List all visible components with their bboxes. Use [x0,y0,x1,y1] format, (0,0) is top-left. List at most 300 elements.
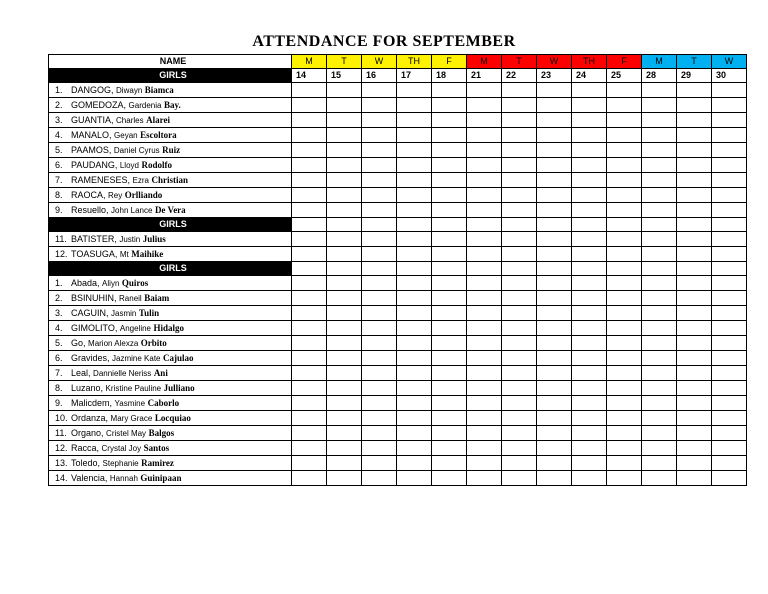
attendance-cell[interactable] [712,98,747,113]
attendance-cell[interactable] [642,143,677,158]
attendance-cell[interactable] [537,276,572,291]
attendance-cell[interactable] [572,218,607,232]
attendance-cell[interactable] [572,441,607,456]
attendance-cell[interactable] [362,426,397,441]
attendance-cell[interactable] [607,276,642,291]
attendance-cell[interactable] [502,321,537,336]
attendance-cell[interactable] [607,83,642,98]
attendance-cell[interactable] [607,98,642,113]
attendance-cell[interactable] [292,158,327,173]
attendance-cell[interactable] [397,426,432,441]
attendance-cell[interactable] [677,232,712,247]
attendance-cell[interactable] [432,366,467,381]
attendance-cell[interactable] [502,351,537,366]
attendance-cell[interactable] [712,128,747,143]
attendance-cell[interactable] [607,247,642,262]
attendance-cell[interactable] [572,381,607,396]
attendance-cell[interactable] [572,188,607,203]
attendance-cell[interactable] [642,471,677,486]
attendance-cell[interactable] [327,336,362,351]
attendance-cell[interactable] [432,351,467,366]
attendance-cell[interactable] [292,426,327,441]
attendance-cell[interactable] [572,411,607,426]
attendance-cell[interactable] [467,188,502,203]
attendance-cell[interactable] [292,471,327,486]
attendance-cell[interactable] [607,321,642,336]
attendance-cell[interactable] [677,158,712,173]
attendance-cell[interactable] [537,336,572,351]
attendance-cell[interactable] [537,247,572,262]
attendance-cell[interactable] [607,381,642,396]
attendance-cell[interactable] [292,143,327,158]
attendance-cell[interactable] [362,441,397,456]
attendance-cell[interactable] [572,128,607,143]
attendance-cell[interactable] [502,456,537,471]
attendance-cell[interactable] [572,336,607,351]
attendance-cell[interactable] [397,203,432,218]
attendance-cell[interactable] [467,262,502,276]
attendance-cell[interactable] [537,396,572,411]
attendance-cell[interactable] [712,321,747,336]
attendance-cell[interactable] [572,247,607,262]
attendance-cell[interactable] [467,203,502,218]
attendance-cell[interactable] [432,441,467,456]
attendance-cell[interactable] [467,113,502,128]
attendance-cell[interactable] [327,188,362,203]
attendance-cell[interactable] [467,306,502,321]
attendance-cell[interactable] [327,173,362,188]
attendance-cell[interactable] [397,396,432,411]
attendance-cell[interactable] [292,188,327,203]
attendance-cell[interactable] [397,306,432,321]
attendance-cell[interactable] [292,203,327,218]
attendance-cell[interactable] [397,128,432,143]
attendance-cell[interactable] [677,351,712,366]
attendance-cell[interactable] [572,276,607,291]
attendance-cell[interactable] [362,262,397,276]
attendance-cell[interactable] [677,83,712,98]
attendance-cell[interactable] [397,366,432,381]
attendance-cell[interactable] [537,173,572,188]
attendance-cell[interactable] [432,232,467,247]
attendance-cell[interactable] [502,306,537,321]
attendance-cell[interactable] [327,351,362,366]
attendance-cell[interactable] [607,366,642,381]
attendance-cell[interactable] [607,128,642,143]
attendance-cell[interactable] [467,366,502,381]
attendance-cell[interactable] [572,306,607,321]
attendance-cell[interactable] [572,98,607,113]
attendance-cell[interactable] [327,113,362,128]
attendance-cell[interactable] [397,98,432,113]
attendance-cell[interactable] [502,203,537,218]
attendance-cell[interactable] [327,471,362,486]
attendance-cell[interactable] [502,158,537,173]
attendance-cell[interactable] [537,366,572,381]
attendance-cell[interactable] [537,381,572,396]
attendance-cell[interactable] [607,306,642,321]
attendance-cell[interactable] [572,456,607,471]
attendance-cell[interactable] [642,366,677,381]
attendance-cell[interactable] [572,143,607,158]
attendance-cell[interactable] [642,306,677,321]
attendance-cell[interactable] [607,262,642,276]
attendance-cell[interactable] [292,128,327,143]
attendance-cell[interactable] [642,426,677,441]
attendance-cell[interactable] [642,262,677,276]
attendance-cell[interactable] [537,232,572,247]
attendance-cell[interactable] [397,143,432,158]
attendance-cell[interactable] [327,262,362,276]
attendance-cell[interactable] [712,426,747,441]
attendance-cell[interactable] [572,321,607,336]
attendance-cell[interactable] [467,232,502,247]
attendance-cell[interactable] [537,351,572,366]
attendance-cell[interactable] [327,291,362,306]
attendance-cell[interactable] [397,441,432,456]
attendance-cell[interactable] [677,247,712,262]
attendance-cell[interactable] [607,396,642,411]
attendance-cell[interactable] [467,173,502,188]
attendance-cell[interactable] [712,247,747,262]
attendance-cell[interactable] [537,456,572,471]
attendance-cell[interactable] [712,336,747,351]
attendance-cell[interactable] [642,98,677,113]
attendance-cell[interactable] [712,218,747,232]
attendance-cell[interactable] [362,203,397,218]
attendance-cell[interactable] [537,321,572,336]
attendance-cell[interactable] [677,471,712,486]
attendance-cell[interactable] [537,262,572,276]
attendance-cell[interactable] [537,441,572,456]
attendance-cell[interactable] [607,351,642,366]
attendance-cell[interactable] [397,276,432,291]
attendance-cell[interactable] [607,291,642,306]
attendance-cell[interactable] [467,158,502,173]
attendance-cell[interactable] [397,456,432,471]
attendance-cell[interactable] [607,188,642,203]
attendance-cell[interactable] [327,158,362,173]
attendance-cell[interactable] [572,366,607,381]
attendance-cell[interactable] [642,456,677,471]
attendance-cell[interactable] [502,98,537,113]
attendance-cell[interactable] [607,143,642,158]
attendance-cell[interactable] [642,128,677,143]
attendance-cell[interactable] [642,381,677,396]
attendance-cell[interactable] [432,262,467,276]
attendance-cell[interactable] [432,336,467,351]
attendance-cell[interactable] [362,351,397,366]
attendance-cell[interactable] [292,306,327,321]
attendance-cell[interactable] [327,203,362,218]
attendance-cell[interactable] [292,321,327,336]
attendance-cell[interactable] [572,351,607,366]
attendance-cell[interactable] [432,321,467,336]
attendance-cell[interactable] [362,188,397,203]
attendance-cell[interactable] [362,411,397,426]
attendance-cell[interactable] [572,471,607,486]
attendance-cell[interactable] [467,336,502,351]
attendance-cell[interactable] [677,173,712,188]
attendance-cell[interactable] [572,113,607,128]
attendance-cell[interactable] [572,396,607,411]
attendance-cell[interactable] [607,441,642,456]
attendance-cell[interactable] [397,158,432,173]
attendance-cell[interactable] [292,113,327,128]
attendance-cell[interactable] [537,471,572,486]
attendance-cell[interactable] [467,128,502,143]
attendance-cell[interactable] [607,411,642,426]
attendance-cell[interactable] [362,218,397,232]
attendance-cell[interactable] [362,336,397,351]
attendance-cell[interactable] [677,98,712,113]
attendance-cell[interactable] [467,351,502,366]
attendance-cell[interactable] [432,218,467,232]
attendance-cell[interactable] [607,158,642,173]
attendance-cell[interactable] [642,188,677,203]
attendance-cell[interactable] [292,232,327,247]
attendance-cell[interactable] [502,188,537,203]
attendance-cell[interactable] [432,113,467,128]
attendance-cell[interactable] [292,441,327,456]
attendance-cell[interactable] [572,262,607,276]
attendance-cell[interactable] [677,218,712,232]
attendance-cell[interactable] [397,247,432,262]
attendance-cell[interactable] [292,351,327,366]
attendance-cell[interactable] [712,351,747,366]
attendance-cell[interactable] [397,336,432,351]
attendance-cell[interactable] [327,321,362,336]
attendance-cell[interactable] [327,441,362,456]
attendance-cell[interactable] [642,203,677,218]
attendance-cell[interactable] [502,83,537,98]
attendance-cell[interactable] [712,441,747,456]
attendance-cell[interactable] [537,188,572,203]
attendance-cell[interactable] [292,98,327,113]
attendance-cell[interactable] [362,366,397,381]
attendance-cell[interactable] [677,441,712,456]
attendance-cell[interactable] [677,456,712,471]
attendance-cell[interactable] [397,291,432,306]
attendance-cell[interactable] [432,188,467,203]
attendance-cell[interactable] [362,143,397,158]
attendance-cell[interactable] [712,381,747,396]
attendance-cell[interactable] [432,381,467,396]
attendance-cell[interactable] [397,411,432,426]
attendance-cell[interactable] [502,441,537,456]
attendance-cell[interactable] [712,188,747,203]
attendance-cell[interactable] [572,232,607,247]
attendance-cell[interactable] [502,291,537,306]
attendance-cell[interactable] [292,262,327,276]
attendance-cell[interactable] [607,113,642,128]
attendance-cell[interactable] [432,396,467,411]
attendance-cell[interactable] [362,247,397,262]
attendance-cell[interactable] [572,173,607,188]
attendance-cell[interactable] [327,143,362,158]
attendance-cell[interactable] [362,276,397,291]
attendance-cell[interactable] [327,381,362,396]
attendance-cell[interactable] [607,218,642,232]
attendance-cell[interactable] [642,218,677,232]
attendance-cell[interactable] [677,291,712,306]
attendance-cell[interactable] [642,276,677,291]
attendance-cell[interactable] [327,247,362,262]
attendance-cell[interactable] [537,143,572,158]
attendance-cell[interactable] [432,411,467,426]
attendance-cell[interactable] [712,262,747,276]
attendance-cell[interactable] [502,262,537,276]
attendance-cell[interactable] [607,336,642,351]
attendance-cell[interactable] [292,366,327,381]
attendance-cell[interactable] [642,321,677,336]
attendance-cell[interactable] [502,113,537,128]
attendance-cell[interactable] [432,426,467,441]
attendance-cell[interactable] [642,113,677,128]
attendance-cell[interactable] [502,247,537,262]
attendance-cell[interactable] [537,158,572,173]
attendance-cell[interactable] [677,262,712,276]
attendance-cell[interactable] [397,381,432,396]
attendance-cell[interactable] [432,158,467,173]
attendance-cell[interactable] [502,218,537,232]
attendance-cell[interactable] [537,83,572,98]
attendance-cell[interactable] [362,471,397,486]
attendance-cell[interactable] [432,203,467,218]
attendance-cell[interactable] [712,173,747,188]
attendance-cell[interactable] [467,143,502,158]
attendance-cell[interactable] [467,426,502,441]
attendance-cell[interactable] [362,232,397,247]
attendance-cell[interactable] [712,232,747,247]
attendance-cell[interactable] [502,396,537,411]
attendance-cell[interactable] [572,158,607,173]
attendance-cell[interactable] [502,471,537,486]
attendance-cell[interactable] [712,411,747,426]
attendance-cell[interactable] [432,83,467,98]
attendance-cell[interactable] [467,456,502,471]
attendance-cell[interactable] [362,306,397,321]
attendance-cell[interactable] [572,83,607,98]
attendance-cell[interactable] [502,411,537,426]
attendance-cell[interactable] [712,203,747,218]
attendance-cell[interactable] [712,291,747,306]
attendance-cell[interactable] [642,173,677,188]
attendance-cell[interactable] [677,321,712,336]
attendance-cell[interactable] [432,143,467,158]
attendance-cell[interactable] [642,336,677,351]
attendance-cell[interactable] [607,232,642,247]
attendance-cell[interactable] [292,396,327,411]
attendance-cell[interactable] [362,396,397,411]
attendance-cell[interactable] [502,128,537,143]
attendance-cell[interactable] [607,456,642,471]
attendance-cell[interactable] [537,306,572,321]
attendance-cell[interactable] [362,291,397,306]
attendance-cell[interactable] [502,143,537,158]
attendance-cell[interactable] [432,291,467,306]
attendance-cell[interactable] [712,306,747,321]
attendance-cell[interactable] [572,203,607,218]
attendance-cell[interactable] [397,113,432,128]
attendance-cell[interactable] [712,456,747,471]
attendance-cell[interactable] [362,173,397,188]
attendance-cell[interactable] [537,113,572,128]
attendance-cell[interactable] [327,218,362,232]
attendance-cell[interactable] [292,411,327,426]
attendance-cell[interactable] [467,98,502,113]
attendance-cell[interactable] [502,232,537,247]
attendance-cell[interactable] [362,381,397,396]
attendance-cell[interactable] [642,396,677,411]
attendance-cell[interactable] [677,336,712,351]
attendance-cell[interactable] [607,203,642,218]
attendance-cell[interactable] [712,276,747,291]
attendance-cell[interactable] [362,98,397,113]
attendance-cell[interactable] [327,232,362,247]
attendance-cell[interactable] [572,291,607,306]
attendance-cell[interactable] [642,291,677,306]
attendance-cell[interactable] [607,471,642,486]
attendance-cell[interactable] [537,98,572,113]
attendance-cell[interactable] [432,276,467,291]
attendance-cell[interactable] [607,426,642,441]
attendance-cell[interactable] [327,128,362,143]
attendance-cell[interactable] [292,173,327,188]
attendance-cell[interactable] [292,291,327,306]
attendance-cell[interactable] [362,113,397,128]
attendance-cell[interactable] [467,276,502,291]
attendance-cell[interactable] [712,143,747,158]
attendance-cell[interactable] [502,426,537,441]
attendance-cell[interactable] [677,188,712,203]
attendance-cell[interactable] [432,456,467,471]
attendance-cell[interactable] [677,366,712,381]
attendance-cell[interactable] [642,232,677,247]
attendance-cell[interactable] [292,456,327,471]
attendance-cell[interactable] [537,218,572,232]
attendance-cell[interactable] [292,381,327,396]
attendance-cell[interactable] [362,456,397,471]
attendance-cell[interactable] [467,83,502,98]
attendance-cell[interactable] [642,351,677,366]
attendance-cell[interactable] [362,128,397,143]
attendance-cell[interactable] [432,247,467,262]
attendance-cell[interactable] [467,411,502,426]
attendance-cell[interactable] [292,83,327,98]
attendance-cell[interactable] [677,143,712,158]
attendance-cell[interactable] [642,441,677,456]
attendance-cell[interactable] [502,366,537,381]
attendance-cell[interactable] [397,173,432,188]
attendance-cell[interactable] [677,396,712,411]
attendance-cell[interactable] [712,158,747,173]
attendance-cell[interactable] [537,291,572,306]
attendance-cell[interactable] [327,396,362,411]
attendance-cell[interactable] [572,426,607,441]
attendance-cell[interactable] [327,411,362,426]
attendance-cell[interactable] [677,113,712,128]
attendance-cell[interactable] [537,128,572,143]
attendance-cell[interactable] [642,83,677,98]
attendance-cell[interactable] [712,396,747,411]
attendance-cell[interactable] [432,128,467,143]
attendance-cell[interactable] [432,471,467,486]
attendance-cell[interactable] [432,98,467,113]
attendance-cell[interactable] [642,158,677,173]
attendance-cell[interactable] [397,188,432,203]
attendance-cell[interactable] [467,321,502,336]
